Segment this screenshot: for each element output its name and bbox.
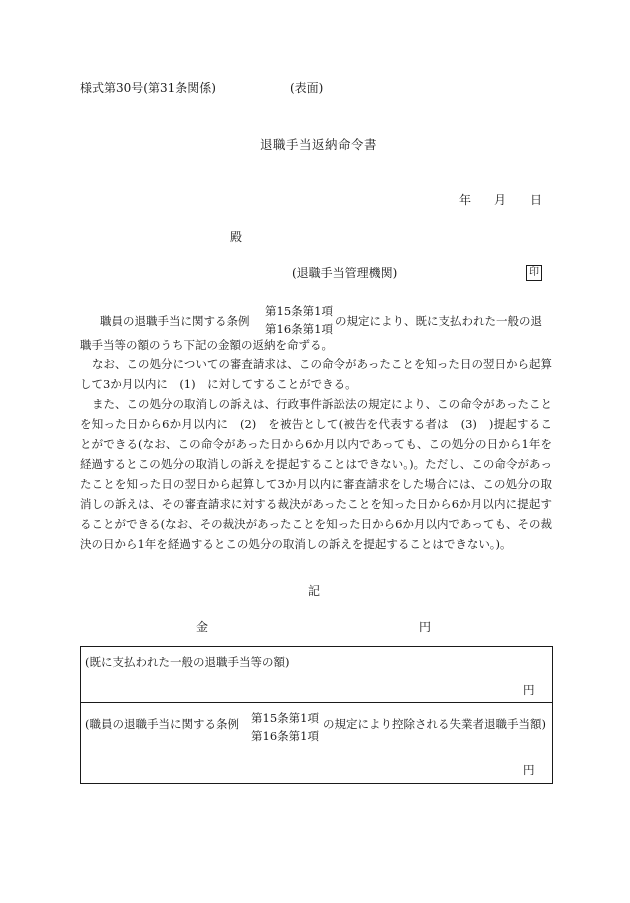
table-row-divider xyxy=(81,702,552,703)
amount-label: 金 xyxy=(196,620,209,634)
paragraph-3-text: また、この処分の取消しの訴えは、行政事件訴訟法の規定により、この命令があったことを知った日から6か月以内に (2) を被告として(被告を代表する者は (3) )提起することができる(なお、この命令があった日から6か月以内であっても、この処分の日から1年を経過するとこの処分の取消しの訴えを提起することはできない。)。ただし、この命令があったことを知った日の翌日から起算して3か月以内に審査請求をした場合には、この処分の取消しの訴えは、その審査請求に対する裁決があったことを知った日から6か月以内に提起することができる(なお、その裁決があったことを知った日から6か月以内であっても、その裁決の日から1年を経過するとこの処分の取消しの訴えを提起することはできない。)。 xyxy=(80,397,552,551)
addressee-suffix: 殿 xyxy=(230,230,243,244)
date-year: 年 xyxy=(459,193,472,207)
seal-mark: 印 xyxy=(526,265,542,281)
amount-unit: 円 xyxy=(419,620,432,634)
paragraph-2-text: なお、この処分についての審査請求は、この命令があったことを知った日の翌日から起算して3か月以内に (1) に対してすることができる。 xyxy=(80,357,552,391)
row2-article-a: 第15条第1項 xyxy=(251,711,319,725)
date-day: 日 xyxy=(530,193,543,207)
row2-article-b: 第16条第1項 xyxy=(251,729,319,743)
row1-unit: 円 xyxy=(523,683,535,697)
amount-breakdown-table xyxy=(80,646,553,784)
paragraph-2 xyxy=(80,354,552,394)
date-month: 月 xyxy=(494,193,507,207)
row2-suffix: の規定により控除される失業者退職手当額) xyxy=(323,717,546,731)
row2-article-stack xyxy=(251,709,319,745)
p1-suffix: の規定により、既に支払われた一般の退 xyxy=(335,314,542,328)
side-label: (表面) xyxy=(290,81,324,95)
row2-unit: 円 xyxy=(523,763,535,777)
p1-prefix: 職員の退職手当に関する条例 xyxy=(100,314,250,328)
p1-article-stack xyxy=(265,302,333,338)
paragraph-3 xyxy=(80,394,552,554)
form-number: 様式第30号(第31条関係) xyxy=(80,81,216,95)
row2-prefix: (職員の退職手当に関する条例 xyxy=(85,717,239,731)
p1-article-b: 第16条第1項 xyxy=(265,322,333,336)
document-title: 退職手当返納命令書 xyxy=(260,137,378,152)
ki-heading: 記 xyxy=(308,584,321,598)
p1-article-a: 第15条第1項 xyxy=(265,304,333,318)
row1-label: (既に支払われた一般の退職手当等の額) xyxy=(85,655,290,669)
p1-line2: 職手当等の額のうち下記の金額の返納を命ずる。 xyxy=(80,338,333,352)
issuer-label: (退職手当管理機関) xyxy=(292,266,398,280)
